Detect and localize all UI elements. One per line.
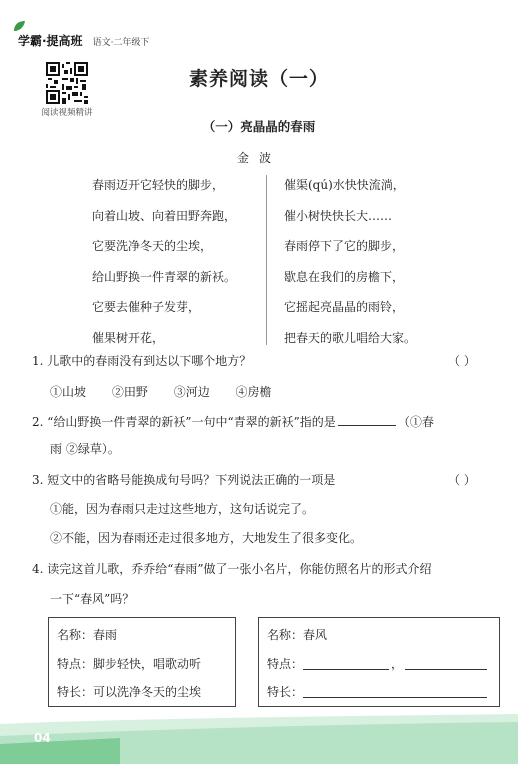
- series-brand: 学霸·提高班: [18, 34, 83, 48]
- feature-blank-2[interactable]: [405, 668, 487, 670]
- poem-line: 春雨停下了它的脚步，: [284, 239, 405, 253]
- poem-line: 催渠(qú)水快快流淌，: [284, 178, 405, 192]
- poem-line: 给山野换一件青翠的新袄。: [92, 269, 237, 284]
- leaf-icon: [12, 20, 26, 32]
- poem-line: 它要洗净冬天的尘埃，: [92, 239, 213, 253]
- question-2-text: 2. “给山野换一件青翠的新袄”一句中“青翠的新袄”指的是: [32, 415, 336, 429]
- passage-title: （一）亮晶晶的春雨: [202, 119, 316, 134]
- poem-line: 催小树快快长大……: [284, 208, 393, 223]
- question-3: 3. 短文中的省略号能换成句号吗？下列说法正确的一项是: [32, 473, 336, 487]
- card-skill: 特长：可以洗净冬天的尘埃: [57, 685, 202, 699]
- card-feature: 特点：脚步轻快，唱歌动听: [57, 657, 202, 671]
- name-card-spring-wind: [258, 617, 500, 707]
- question-3-option-1[interactable]: ①能，因为春雨只走过这些地方，这句话说完了。: [50, 502, 315, 516]
- feature-blank-1[interactable]: [303, 668, 389, 670]
- poem-line: 催果树开花，: [92, 330, 165, 345]
- poem-line: 它要去催种子发芽，: [92, 300, 201, 314]
- option[interactable]: ④房檐: [235, 385, 272, 399]
- poem-line: 春雨迈开它轻快的脚步，: [92, 178, 225, 192]
- skill-blank[interactable]: [303, 696, 487, 698]
- qr-label: 阅读视频精讲: [41, 108, 93, 118]
- poem-line: 歇息在我们的房檐下，: [284, 269, 405, 284]
- poem-line: 它摇起亮晶晶的雨铃，: [284, 300, 405, 314]
- question-1: 1. 儿歌中的春雨没有到达以下哪个地方？: [32, 354, 252, 368]
- question-1-options: [50, 383, 294, 400]
- question-3-option-2[interactable]: ②不能，因为春雨还走过很多地方，大地发生了很多变化。: [50, 531, 363, 545]
- option[interactable]: ①山坡: [50, 385, 87, 399]
- option[interactable]: ③河边: [173, 385, 210, 399]
- poem-line: 向着山坡、向着田野奔跑，: [92, 208, 237, 223]
- card-name: 名称：春雨: [57, 628, 118, 642]
- name-card-spring-rain: [48, 617, 236, 707]
- question-2-cont: 雨 ②绿草）。: [50, 442, 120, 456]
- series-subject: 语文·二年级下: [92, 38, 150, 48]
- question-4-cont: 一下“春风”吗？: [50, 592, 135, 606]
- answer-blank-2[interactable]: [338, 415, 396, 426]
- answer-paren-3[interactable]: （ ）: [448, 473, 476, 487]
- card-comma: ，: [391, 657, 404, 671]
- question-2-choices: （①春: [397, 415, 434, 429]
- card-name: 名称：春风: [267, 628, 328, 642]
- card-feature-label: 特点：: [267, 657, 304, 671]
- footer-band: [0, 714, 518, 764]
- question-2: [32, 413, 434, 430]
- page-title: 素养阅读（一）: [188, 68, 329, 90]
- poem-line: 把春天的歌儿唱给大家。: [284, 330, 417, 345]
- answer-paren-1[interactable]: （ ）: [448, 354, 476, 368]
- poem-divider: [266, 175, 267, 345]
- poem-right-column: [284, 170, 416, 353]
- passage-author: 金波: [236, 151, 281, 165]
- option[interactable]: ②田野: [111, 385, 148, 399]
- page-number: 04: [34, 731, 51, 745]
- card-skill-label: 特长：: [267, 685, 304, 699]
- poem-left-column: [92, 170, 236, 353]
- question-4: 4. 读完这首儿歌，乔乔给“春雨”做了一张小名片，你能仿照名片的形式介绍: [32, 562, 432, 576]
- series-header: [18, 32, 149, 49]
